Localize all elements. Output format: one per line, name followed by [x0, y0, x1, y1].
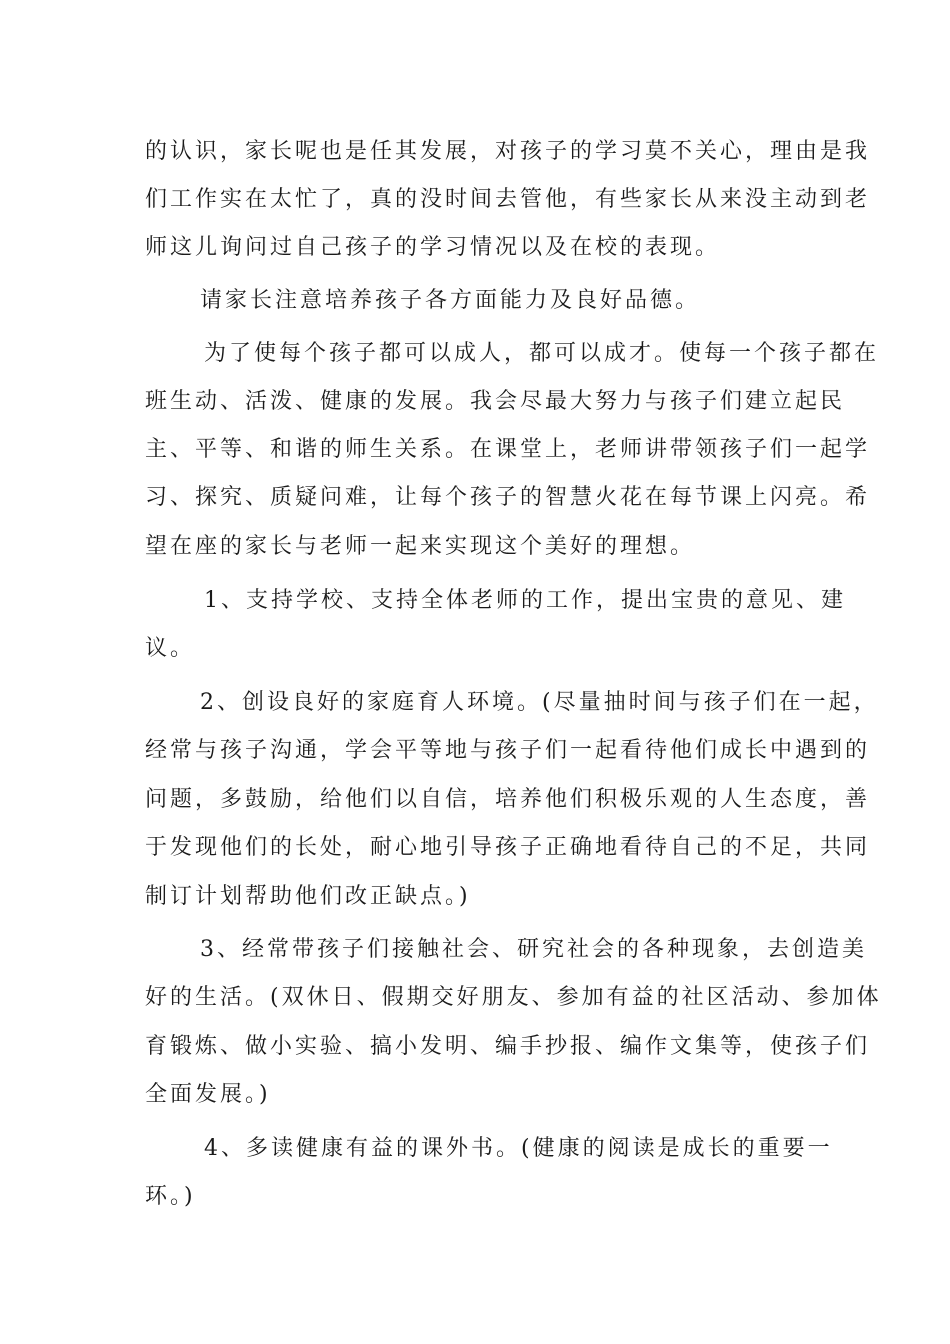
paragraph-line: 望在座的家长与老师一起来实现这个美好的理想。 [145, 534, 696, 559]
list-item-4-line: 环。) [145, 1184, 196, 1209]
paragraph-line: 们工作实在太忙了，真的没时间去管他，有些家长从来没主动到老 [145, 187, 871, 212]
list-item-4-line: 4、多读健康有益的课外书。(健康的阅读是成长的重要一 [204, 1136, 833, 1161]
list-item-3-line: 好的生活。(双休日、假期交好朋友、参加有益的社区活动、参加体 [145, 985, 882, 1010]
paragraph-line: 班生动、活泼、健康的发展。我会尽最大努力与孩子们建立起民 [145, 389, 846, 414]
list-item-2-line: 制订计划帮助他们改正缺点。) [145, 884, 471, 909]
paragraph-line: 的认识，家长呢也是任其发展，对孩子的学习莫不关心，理由是我 [145, 139, 871, 164]
list-item-1-line: 议。 [145, 636, 196, 661]
list-item-3-line: 3、经常带孩子们接触社会、研究社会的各种现象，去创造美 [200, 937, 867, 962]
list-item-2-line: 于发现他们的长处，耐心地引导孩子正确地看待自己的不足，共同 [145, 835, 871, 860]
paragraph-line: 请家长注意培养孩子各方面能力及良好品德。 [200, 288, 701, 313]
paragraph-line: 习、探究、质疑问难，让每个孩子的智慧火花在每节课上闪亮。希 [145, 485, 871, 510]
list-item-1-line: 1、支持学校、支持全体老师的工作，提出宝贵的意见、建 [204, 588, 846, 613]
list-item-3-line: 育锻炼、做小实验、搞小发明、编手抄报、编作文集等，使孩子们 [145, 1034, 871, 1059]
paragraph-line: 师这儿询问过自己孩子的学习情况以及在校的表现。 [145, 235, 721, 260]
list-item-2-line: 2、创设良好的家庭育人环境。(尽量抽时间与孩子们在一起， [200, 690, 879, 715]
paragraph-line: 主、平等、和谐的师生关系。在课堂上，老师讲带领孩子们一起学 [145, 437, 871, 462]
list-item-3-line: 全面发展。) [145, 1082, 271, 1107]
list-item-2-line: 问题，多鼓励，给他们以自信，培养他们积极乐观的人生态度，善 [145, 787, 871, 812]
paragraph-line: 为了使每个孩子都可以成人，都可以成才。使每一个孩子都在 [204, 341, 880, 366]
list-item-2-line: 经常与孩子沟通，学会平等地与孩子们一起看待他们成长中遇到的 [145, 738, 871, 763]
